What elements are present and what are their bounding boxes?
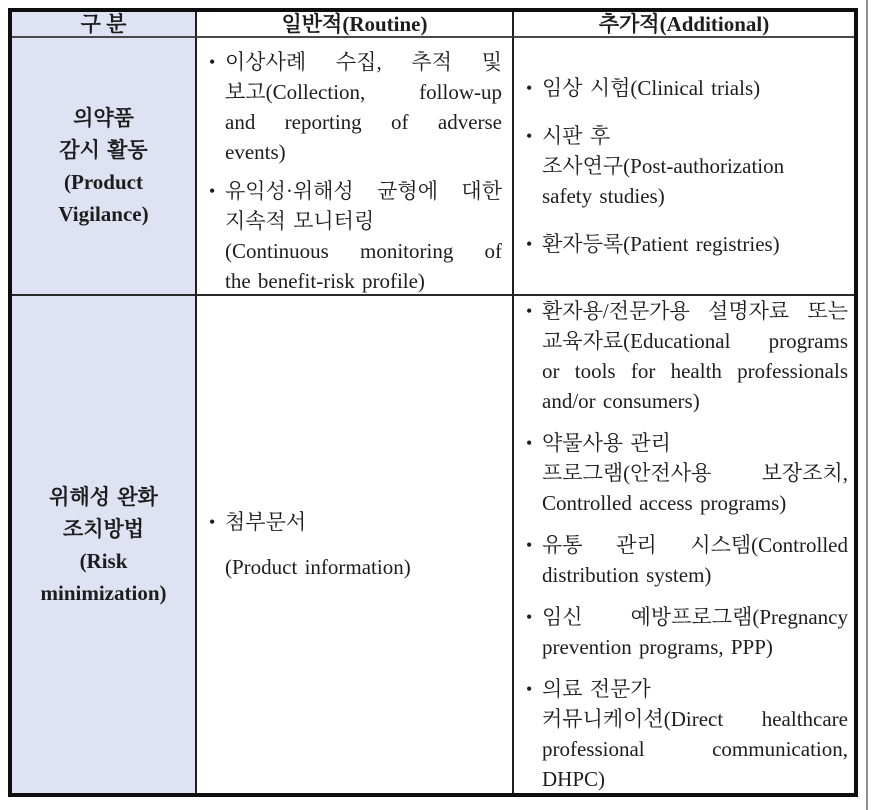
routine-cell-product-vigilance [195, 36, 512, 294]
header-cell-routine: 일반적(Routine) [195, 12, 512, 36]
text-line: • 임신 예방프로그램(Pregnancy [542, 604, 848, 629]
additional-cell-risk-minimization [512, 294, 854, 793]
bullet-item [525, 428, 848, 518]
text-line: • 첨부문서 [225, 510, 307, 534]
bullet-item [208, 507, 502, 582]
bullet-item [208, 47, 502, 167]
text-line: safety studies) [542, 184, 665, 208]
text-line: 보고(Collection, follow-up [225, 80, 502, 104]
text-line: events) [225, 140, 286, 164]
text-line: • 임상 시험(Clinical trials) [542, 76, 761, 100]
text-line: professional communication, [542, 736, 848, 761]
header-cell-additional: 추가적(Additional) [512, 12, 854, 36]
text-line: 커뮤니케이션(Direct healthcare [542, 706, 848, 731]
text-line: (Continuous monitoring of [225, 239, 502, 263]
text-line: Vigilance) [58, 202, 149, 226]
text-line: or tools for health professionals [542, 358, 848, 383]
text-line: • 의료 전문가 [542, 676, 651, 701]
header-cell-category: 구 분 [12, 12, 195, 36]
text-line: 프로그램(안전사용 보장조치, [542, 460, 848, 485]
text-line: distribution system) [542, 562, 712, 587]
category-cell-risk-minimization [12, 294, 195, 793]
text-line: 위해성 완화 [49, 484, 158, 509]
text-line: • 환자등록(Patient registries) [542, 232, 780, 256]
text-line: (Product [64, 170, 143, 194]
risk-management-table [8, 8, 858, 797]
text-line: • 약물사용 관리 [542, 430, 671, 455]
text-line: 지속적 모니터링 [225, 209, 375, 233]
text-line: and reporting of adverse [225, 110, 502, 134]
text-line: minimization) [40, 580, 167, 605]
text-line: 의약품 [73, 106, 134, 130]
category-cell-product-vigilance [12, 36, 195, 294]
bullet-item [525, 530, 848, 590]
routine-cell-risk-minimization [195, 294, 512, 793]
text-line: • 유통 관리 시스템(Controlled [542, 532, 848, 557]
text-line: • 유익성·위해성 균형에 대한 [225, 179, 502, 203]
text-line: and/or consumers) [542, 388, 700, 413]
bullet-item [525, 296, 848, 416]
bullet-item [525, 674, 848, 794]
text-line: the benefit-risk profile) [225, 269, 425, 293]
scan-edge-line [866, 0, 868, 810]
text-line: prevention programs, PPP) [542, 634, 773, 659]
text-line: 교육자료(Educational programs [542, 328, 848, 353]
bullet-item [525, 121, 846, 211]
text-line: Controlled access programs) [542, 490, 787, 515]
bullet-item [525, 602, 848, 662]
additional-cell-product-vigilance [512, 36, 854, 294]
bullet-item [525, 73, 846, 103]
text-line: • 시판 후 [542, 124, 611, 148]
text-line: DHPC) [542, 766, 606, 791]
text-line: (Risk [79, 548, 128, 573]
text-line: 조치방법 [62, 516, 145, 541]
bullet-item [525, 229, 846, 259]
text-line: 조사연구(Post-authorization [542, 154, 785, 178]
bullet-item [208, 176, 502, 294]
text-line: (Product information) [225, 555, 411, 579]
text-line: • 환자용/전문가용 설명자료 또는 [542, 298, 848, 323]
text-line: 감시 활동 [59, 138, 148, 162]
text-line: • 이상사례 수집, 추적 및 [225, 50, 502, 74]
